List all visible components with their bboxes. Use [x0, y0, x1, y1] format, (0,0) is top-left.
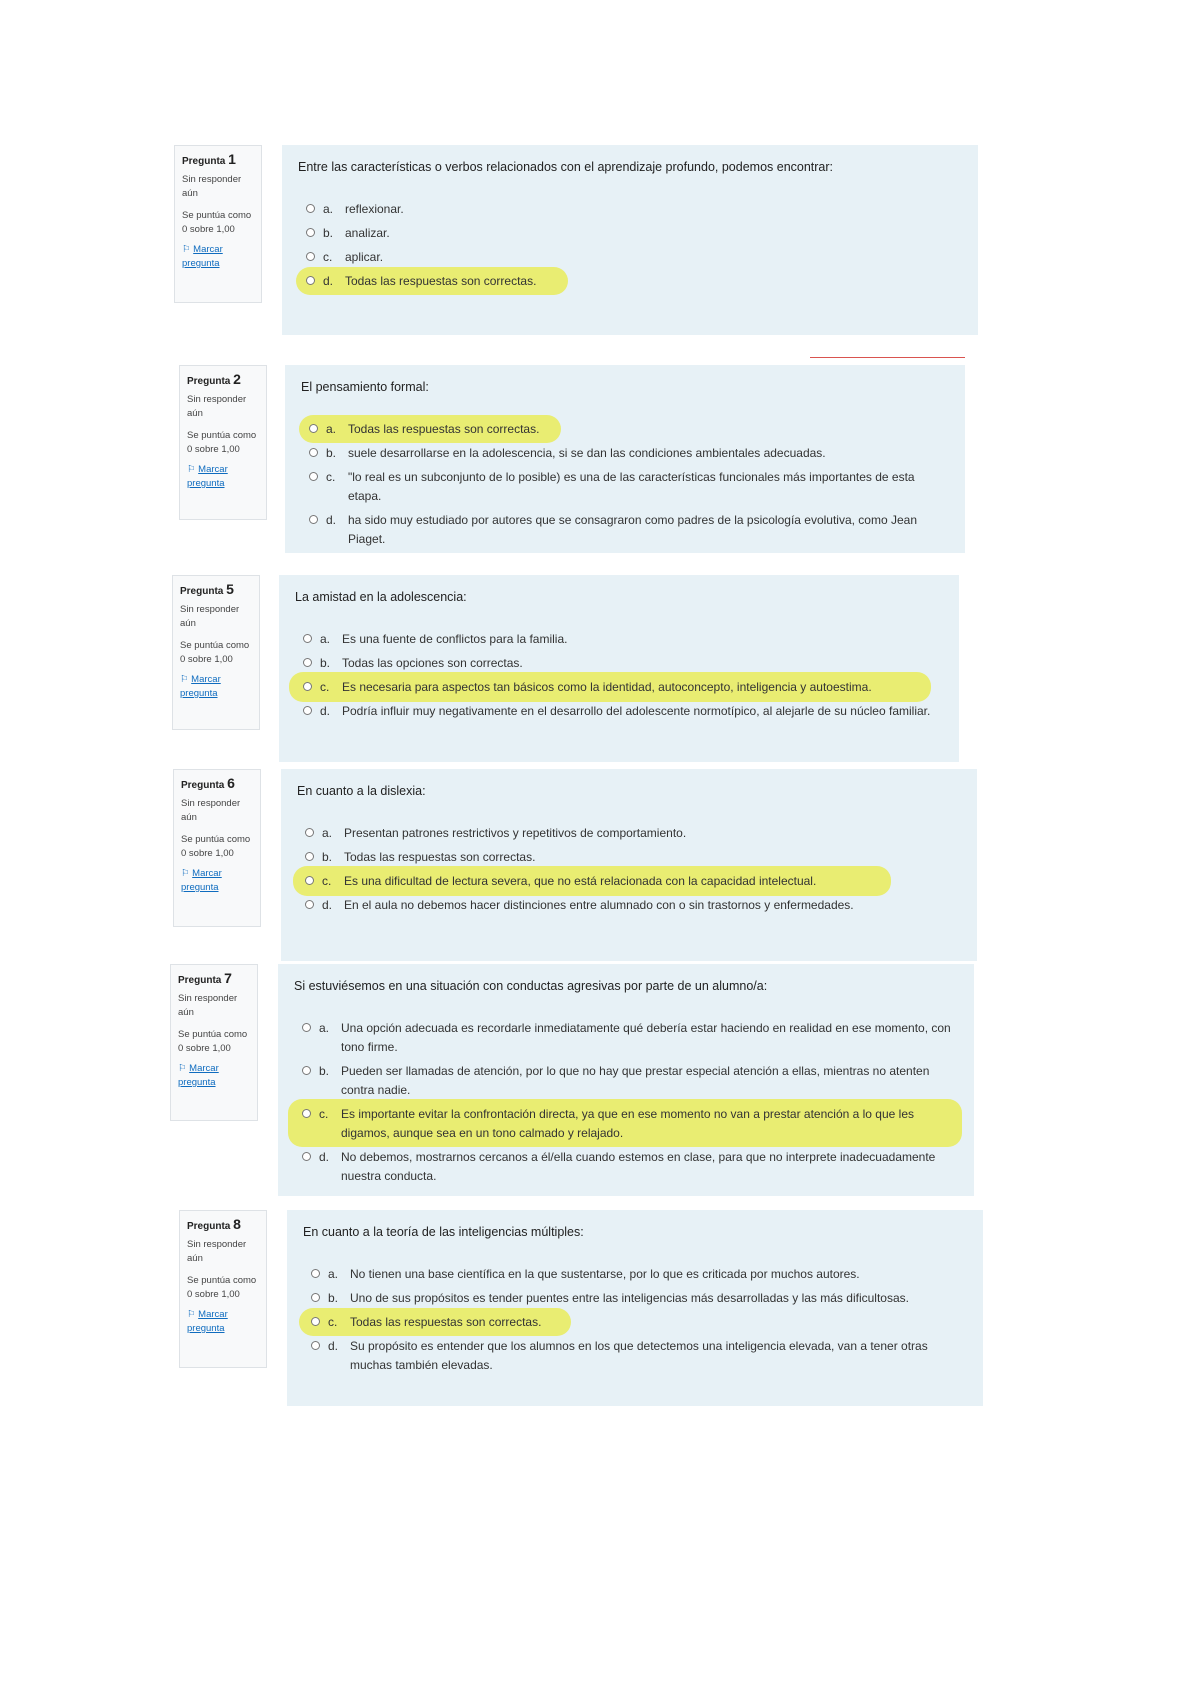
radio-button[interactable] [305, 852, 314, 861]
answer-list [294, 1018, 958, 1188]
answer-list [303, 1264, 967, 1377]
answer-option-b[interactable]: b. Todas las respuestas son correctas. [297, 847, 961, 869]
question-content [287, 1210, 983, 1406]
flag-question-link[interactable]: ⚐ Marcar pregunta [187, 1309, 228, 1334]
radio-button[interactable] [306, 228, 315, 237]
answer-option-d[interactable]: d. En el aula no debemos hacer distinciones entre alumnado con o sin trastornos y enfermedades. [297, 895, 961, 917]
flag-question-link[interactable]: ⚐ Marcar pregunta [187, 464, 228, 489]
answer-option-c[interactable]: c. Es una dificultad de lectura severa, que no está relacionada con la capacidad intelectual. [297, 871, 961, 893]
answer-option-a[interactable]: a. reflexionar. [298, 199, 962, 221]
radio-button[interactable] [302, 1152, 311, 1161]
question-number: Pregunta 6 [181, 775, 235, 791]
question-content [285, 365, 965, 553]
radio-button[interactable] [306, 204, 315, 213]
answer-option-c[interactable]: c. Es necesaria para aspectos tan básicos como la identidad, autoconcepto, inteligencia y autoestima. [295, 677, 943, 699]
flag-icon: ⚐ [187, 1309, 196, 1320]
question-number: Pregunta 1 [182, 151, 236, 167]
question-text: En cuanto a la dislexia: [297, 784, 426, 798]
radio-button[interactable] [311, 1269, 320, 1278]
radio-button[interactable] [302, 1109, 311, 1118]
answer-option-c[interactable]: c. Todas las respuestas son correctas. [303, 1312, 967, 1334]
answer-option-c[interactable]: c. "lo real es un subconjunto de lo posible) es una de las características funcionales más importantes de esta etapa. [301, 467, 949, 508]
question-text: La amistad en la adolescencia: [295, 590, 467, 604]
radio-button[interactable] [303, 682, 312, 691]
flag-question-link[interactable]: ⚐ Marcar pregunta [180, 674, 221, 699]
answer-list [297, 823, 961, 917]
radio-button[interactable] [303, 706, 312, 715]
question-state: Sin responder aún [181, 798, 241, 823]
question-number: Pregunta 2 [187, 371, 241, 387]
question-info [173, 769, 261, 927]
answer-option-d[interactable]: d. ha sido muy estudiado por autores que se consagraron como padres de la psicología evolutiva, como Jean Piaget. [301, 510, 949, 551]
answer-option-a[interactable]: a. No tienen una base científica en la que sustentarse, por lo que es criticada por muchos autores. [303, 1264, 967, 1286]
question-info [174, 145, 262, 303]
question-info [172, 575, 260, 730]
radio-button[interactable] [303, 658, 312, 667]
radio-button[interactable] [305, 900, 314, 909]
radio-button[interactable] [309, 472, 318, 481]
flag-icon: ⚐ [181, 868, 190, 879]
answer-option-c[interactable]: c. Es importante evitar la confrontación directa, ya que en ese momento no van a prestar atención a lo que les digamos, aunque sea en un tono calmado y relajado. [294, 1104, 958, 1145]
answer-option-b[interactable]: b. Uno de sus propósitos es tender puentes entre las inteligencias más desarrolladas y las más dificultosas. [303, 1288, 967, 1310]
question-grade: Se puntúa como 0 sobre 1,00 [187, 430, 257, 455]
question-text: El pensamiento formal: [301, 380, 429, 394]
red-underline [810, 357, 965, 358]
flag-question-link[interactable]: ⚐ Marcar pregunta [178, 1063, 219, 1088]
question-content [282, 145, 978, 335]
flag-question-link[interactable]: ⚐ Marcar pregunta [181, 868, 222, 893]
answer-option-d[interactable]: d. No debemos, mostrarnos cercanos a él/ella cuando estemos en clase, para que no interprete inadecuadamente nuestra conducta. [294, 1147, 958, 1188]
radio-button[interactable] [311, 1341, 320, 1350]
answer-option-a[interactable]: a. Es una fuente de conflictos para la familia. [295, 629, 943, 651]
answer-list [298, 199, 962, 293]
question-text: En cuanto a la teoría de las inteligencias múltiples: [303, 1225, 584, 1239]
answer-option-b[interactable]: b. analizar. [298, 223, 962, 245]
question-text: Si estuviésemos en una situación con conductas agresivas por parte de un alumno/a: [294, 979, 768, 993]
question-grade: Se puntúa como 0 sobre 1,00 [181, 834, 251, 859]
radio-button[interactable] [305, 828, 314, 837]
radio-button[interactable] [309, 448, 318, 457]
radio-button[interactable] [306, 276, 315, 285]
question-state: Sin responder aún [182, 174, 242, 199]
question-number: Pregunta 7 [178, 970, 232, 986]
radio-button[interactable] [302, 1066, 311, 1075]
radio-button[interactable] [306, 252, 315, 261]
radio-button[interactable] [303, 634, 312, 643]
question-state: Sin responder aún [178, 993, 238, 1018]
answer-option-d[interactable]: d. Podría influir muy negativamente en el desarrollo del adolescente normotípico, al alejarle de su núcleo familiar. [295, 701, 943, 723]
question-state: Sin responder aún [187, 394, 247, 419]
radio-button[interactable] [302, 1023, 311, 1032]
question-state: Sin responder aún [187, 1239, 247, 1264]
answer-list [301, 419, 949, 551]
radio-button[interactable] [309, 515, 318, 524]
answer-option-a[interactable]: a. Todas las respuestas son correctas. [301, 419, 949, 441]
flag-icon: ⚐ [180, 674, 189, 685]
flag-icon: ⚐ [178, 1063, 187, 1074]
question-info [170, 964, 258, 1121]
answer-option-b[interactable]: b. Pueden ser llamadas de atención, por lo que no hay que prestar especial atención a ellas, mientras no atenten contra nadie. [294, 1061, 958, 1102]
radio-button[interactable] [311, 1317, 320, 1326]
answer-option-b[interactable]: b. suele desarrollarse en la adolescencia, si se dan las condiciones ambientales adecuadas. [301, 443, 949, 465]
answer-option-a[interactable]: a. Una opción adecuada es recordarle inmediatamente qué debería estar haciendo en realidad en ese momento, con tono firme. [294, 1018, 958, 1059]
answer-option-a[interactable]: a. Presentan patrones restrictivos y repetitivos de comportamiento. [297, 823, 961, 845]
question-content [281, 769, 977, 961]
question-info [179, 1210, 267, 1368]
flag-question-link[interactable]: ⚐ Marcar pregunta [182, 244, 223, 269]
answer-list [295, 629, 943, 723]
question-content [278, 964, 974, 1196]
flag-icon: ⚐ [182, 244, 191, 255]
question-info [179, 365, 267, 520]
answer-option-c[interactable]: c. aplicar. [298, 247, 962, 269]
answer-option-d[interactable]: d. Todas las respuestas son correctas. [298, 271, 962, 293]
question-content [279, 575, 959, 762]
flag-icon: ⚐ [187, 464, 196, 475]
question-grade: Se puntúa como 0 sobre 1,00 [180, 640, 250, 665]
answer-option-d[interactable]: d. Su propósito es entender que los alumnos en los que detectemos una inteligencia elevada, van a tener otras muchas también elevadas. [303, 1336, 967, 1377]
question-grade: Se puntúa como 0 sobre 1,00 [182, 210, 252, 235]
question-number: Pregunta 8 [187, 1216, 241, 1232]
radio-button[interactable] [311, 1293, 320, 1302]
radio-button[interactable] [305, 876, 314, 885]
question-number: Pregunta 5 [180, 581, 234, 597]
question-state: Sin responder aún [180, 604, 240, 629]
question-text: Entre las características o verbos relacionados con el aprendizaje profundo, podemos encontrar: [298, 160, 834, 174]
question-grade: Se puntúa como 0 sobre 1,00 [187, 1275, 257, 1300]
question-grade: Se puntúa como 0 sobre 1,00 [178, 1029, 248, 1054]
answer-option-b[interactable]: b. Todas las opciones son correctas. [295, 653, 943, 675]
radio-button[interactable] [309, 424, 318, 433]
